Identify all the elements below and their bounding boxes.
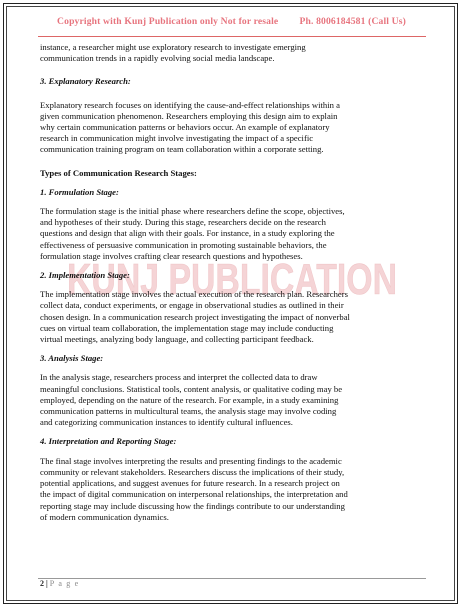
page-footer <box>40 579 79 588</box>
document-body <box>40 42 426 523</box>
header-rule <box>38 36 426 37</box>
stage-heading: 1. Formulation Stage: <box>40 186 119 197</box>
text-line: Explanatory research focuses on identifying the cause-and-effect relationships within a <box>40 99 340 110</box>
text-line: meaningful conclusions. Statistical tools, content analysis, or qualitative coding may be <box>40 383 343 394</box>
page-header <box>0 16 463 27</box>
stage-heading: 4. Interpretation and Reporting Stage: <box>40 436 177 447</box>
intro-paragraph <box>40 42 426 64</box>
text-line: The final stage involves interpreting the results and presenting findings to the academic <box>40 455 342 466</box>
text-line: employed, depending on the nature of the research. For example, in a study examining <box>40 394 339 405</box>
page-separator: | <box>46 579 48 588</box>
types-heading: Types of Communication Research Stages: <box>40 167 197 178</box>
section-heading: 3. Explanatory Research: <box>40 76 131 87</box>
svg-text:KUNJ PUBLICATION: KUNJ PUBLICATION <box>67 255 397 304</box>
text-line: communication patterns in multicultural teams, the analysis stage may involve coding <box>40 406 337 417</box>
text-line: research in communication might involve investigating the impact of a specific <box>40 133 314 144</box>
text-line: chosen design. In a communication research project investigating the impact of nonverbal <box>40 311 350 322</box>
text-line: reporting stage may include discussing how the findings contribute to our understanding <box>40 500 345 511</box>
page-label: P a g e <box>49 579 80 588</box>
text-line: and hypotheses of their study. During this stage, researchers decide on the research <box>40 217 326 228</box>
text-line: communication training program on team collaboration within a corporate setting. <box>40 144 324 155</box>
text-line: virtual meetings, analyzing body language, and collecting participant feedback. <box>40 334 314 345</box>
text-line: given communication phenomenon. Researchers employing this design aim to explain <box>40 110 338 121</box>
page-number: 2 <box>40 579 44 588</box>
stage-paragraph <box>40 372 426 428</box>
text-line: In the analysis stage, researchers process and interpret the collected data to draw <box>40 372 318 383</box>
stage-paragraph <box>40 206 426 262</box>
footer-rule <box>38 578 426 579</box>
text-line: instance, a researcher might use exploratory research to investigate emerging <box>40 42 306 52</box>
stage-paragraph <box>40 456 426 523</box>
copyright-notice: Copyright with Kunj Publication only Not for resale <box>57 16 279 27</box>
stage-paragraph <box>40 289 426 345</box>
text-line: communication trends in a rapidly evolving social media landscape. <box>40 53 275 64</box>
stage-heading: 2. Implementation Stage: <box>40 270 130 281</box>
text-line: the impact of digital communication on interpersonal relationships, the interpretation and <box>40 489 348 500</box>
contact-phone: Ph. 8006184581 (Call Us) <box>299 16 406 27</box>
text-line: collect data, conduct experiments, or engage in observational studies as outlined in their <box>40 300 344 311</box>
stage-heading: 3. Analysis Stage: <box>40 353 104 364</box>
text-line: and categorizing communication instances to identify cultural influences. <box>40 417 293 428</box>
text-line: community or relevant stakeholders. Researchers discuss the implications of their study, <box>40 466 345 477</box>
stages-list <box>40 187 426 523</box>
explanatory-paragraph <box>40 100 426 156</box>
text-line: formulation stage involves crafting clear research questions and hypotheses. <box>40 250 303 261</box>
text-line: effectiveness of persuasive communication in promoting sustainable behaviors, the <box>40 239 327 250</box>
text-line: why certain communication patterns or behaviors occur. An example of explanatory <box>40 122 330 133</box>
text-line: cues on virtual team collaboration, the implementation stage may include conducting <box>40 322 334 333</box>
text-line: The formulation stage is the initial phase where researchers define the scope, objectives, <box>40 206 345 217</box>
text-line: The implementation stage involves the actual execution of the research plan. Researchers <box>40 289 348 300</box>
text-line: of modern communication dynamics. <box>40 511 169 522</box>
text-line: questions and design that align with their goals. For instance, in a study exploring the <box>40 228 335 239</box>
text-line: potential applications, and suggest avenues for future research. In a research project on <box>40 478 340 489</box>
